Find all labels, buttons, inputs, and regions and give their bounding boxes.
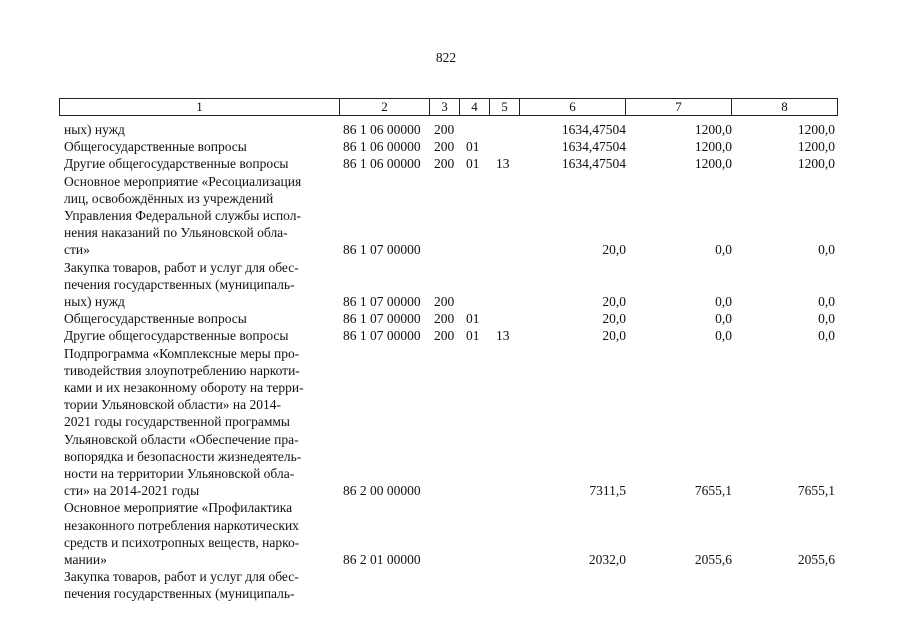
row-target-code: 86 2 00 00000 [343, 483, 421, 499]
row-name [64, 327, 336, 344]
row-name-line: тиводействия злоупотреблению наркоти- [64, 362, 300, 378]
row-amount-col6: 20,0 [602, 293, 626, 309]
row-name-line: тории Ульяновской области» на 2014- [64, 397, 282, 413]
row-name-line: сти» [64, 242, 90, 258]
row-name-line: ных) нужд [64, 294, 125, 309]
row-name-line: Подпрограмма «Комплексные меры про- [64, 345, 300, 361]
row-subsection: 13 [496, 328, 510, 344]
row-section: 01 [466, 328, 480, 344]
row-name-line: Закупка товаров, работ и услуг для обес- [64, 569, 299, 585]
table-row [0, 259, 905, 311]
row-expense-type: 200 [434, 122, 455, 137]
row-amount-col8: 7655,1 [797, 483, 835, 499]
row-name-line: Общегосударственные вопросы [64, 311, 247, 327]
table-row [0, 310, 905, 327]
table-header [59, 98, 838, 116]
row-name-line: Ульяновской области «Обеспечение пра- [64, 431, 299, 447]
row-target-code: 86 1 07 00000 [343, 293, 421, 309]
row-amount-col7: 0,0 [715, 328, 732, 344]
row-name [64, 259, 336, 311]
row-amount-col7: 0,0 [715, 293, 732, 309]
row-name-line: Общегосударственные вопросы [64, 139, 247, 155]
row-amount-col6: 1634,47504 [561, 139, 626, 155]
column-header-2: 2 [340, 99, 430, 116]
row-amount-col6: 20,0 [602, 242, 626, 258]
row-name-line: Управления Федеральной службы испол- [64, 208, 301, 223]
row-expense-type: 200 [434, 139, 455, 155]
column-header-1: 1 [60, 99, 340, 116]
row-amount-col7: 2055,6 [694, 551, 732, 567]
row-name-line: 2021 годы государственной программы [64, 414, 290, 430]
table-row [0, 568, 905, 602]
row-amount-col7: 1200,0 [694, 139, 732, 155]
row-name-line: печения государственных (муниципаль- [64, 586, 295, 602]
row-amount-col6: 20,0 [602, 311, 626, 327]
row-section: 01 [466, 156, 480, 172]
row-name-line: Закупка товаров, работ и услуг для обес- [64, 259, 299, 275]
column-header-4: 4 [460, 99, 490, 116]
row-target-code: 86 1 06 00000 [343, 156, 421, 172]
row-target-code: 86 2 01 00000 [343, 551, 421, 567]
column-header-6: 6 [520, 99, 626, 116]
row-target-code: 86 1 07 00000 [343, 328, 421, 344]
table-row [0, 173, 905, 259]
row-expense-type: 200 [434, 156, 455, 172]
row-amount-col8: 1200,0 [797, 122, 835, 137]
row-expense-type: 200 [434, 328, 455, 344]
row-amount-col6: 20,0 [602, 328, 626, 344]
row-name [64, 568, 336, 602]
row-name-line: лиц, освобождённых из учреждений [64, 190, 274, 206]
row-amount-col7: 0,0 [715, 242, 732, 258]
row-amount-col8: 0,0 [818, 242, 835, 258]
row-expense-type: 200 [434, 311, 455, 327]
row-amount-col6: 1634,47504 [561, 122, 626, 137]
row-name-line: ных) нужд [64, 122, 125, 137]
row-name [64, 499, 336, 568]
row-amount-col7: 7655,1 [694, 483, 732, 499]
row-name-line: Другие общегосударственные вопросы [64, 156, 289, 172]
row-name-line: сти» на 2014-2021 годы [64, 483, 200, 499]
row-name-line: Основное мероприятие «Профилактика [64, 500, 293, 516]
row-name [64, 310, 336, 327]
row-name [64, 121, 336, 138]
row-subsection: 13 [496, 156, 510, 172]
row-name-line: печения государственных (муниципаль- [64, 276, 295, 292]
row-name-line: мании» [64, 552, 107, 567]
row-amount-col8: 0,0 [818, 311, 835, 327]
row-name [64, 155, 336, 172]
row-section: 01 [466, 311, 480, 327]
column-header-3: 3 [430, 99, 460, 116]
row-amount-col6: 7311,5 [589, 483, 626, 499]
row-name-line: Другие общегосударственные вопросы [64, 328, 289, 344]
row-target-code: 86 1 06 00000 [343, 122, 421, 137]
row-name [64, 138, 336, 155]
row-name-line: средств и психотропных веществ, нарко- [64, 534, 300, 550]
row-target-code: 86 1 07 00000 [343, 311, 421, 327]
row-amount-col8: 1200,0 [797, 139, 835, 155]
row-amount-col6: 1634,47504 [561, 156, 626, 172]
row-section: 01 [466, 139, 480, 155]
row-amount-col6: 2032,0 [588, 551, 626, 567]
row-amount-col8: 0,0 [818, 328, 835, 344]
row-name-line: вопорядка и безопасности жизнедеятель- [64, 448, 302, 464]
row-name-line: нения наказаний по Ульяновской обла- [64, 225, 288, 241]
row-amount-col7: 1200,0 [694, 122, 732, 137]
row-amount-col7: 0,0 [715, 311, 732, 327]
table-row [0, 327, 905, 344]
row-name-line: ками и их незаконному обороту на терри- [64, 380, 304, 395]
row-name-line: ности на территории Ульяновской обла- [64, 466, 295, 482]
row-name-line: Основное мероприятие «Ресоциализация [64, 173, 302, 189]
column-header-7: 7 [626, 99, 732, 116]
row-name [64, 173, 336, 259]
row-amount-col8: 0,0 [818, 293, 835, 309]
page-number: 822 [435, 50, 457, 65]
row-target-code: 86 1 06 00000 [343, 139, 421, 155]
column-header-5: 5 [490, 99, 520, 116]
row-name [64, 345, 336, 500]
column-header-8: 8 [732, 99, 838, 116]
row-amount-col8: 2055,6 [797, 551, 835, 567]
row-amount-col8: 1200,0 [797, 156, 835, 172]
table-row [0, 138, 905, 155]
table-row [0, 121, 905, 138]
row-amount-col7: 1200,0 [694, 156, 732, 172]
table-row [0, 499, 905, 568]
table-row [0, 155, 905, 172]
row-target-code: 86 1 07 00000 [343, 242, 421, 258]
row-expense-type: 200 [434, 293, 455, 309]
row-name-line: незаконного потребления наркотических [64, 517, 299, 533]
table-row [0, 345, 905, 500]
